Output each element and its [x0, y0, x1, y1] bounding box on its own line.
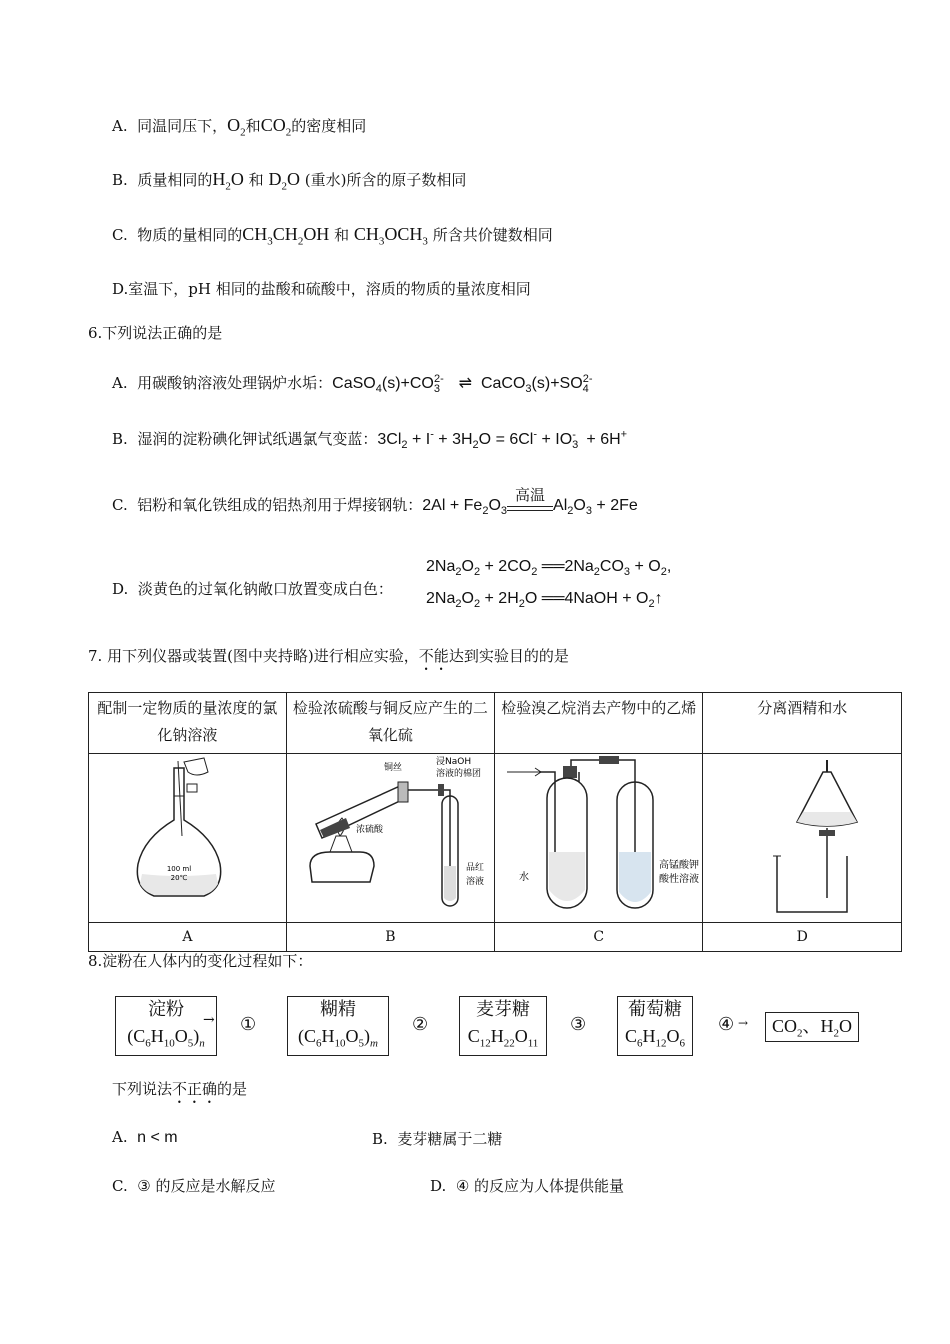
q8-question: 下列说法不正确的是 — [112, 1080, 248, 1098]
q7-stem: 7. 用下列仪器或装置(图中夹持略)进行相应实验，不能达到实验目的的是 — [88, 647, 569, 665]
box-glucose: 葡萄糖 $C_6H_{12}O_6$ — [617, 996, 693, 1056]
experiment-table — [88, 692, 902, 952]
ethylene-test-figure — [499, 756, 699, 916]
label-d: D — [703, 923, 902, 952]
arrow-tip-4: → — [738, 1016, 749, 1030]
emphasis-text: 不正确 — [172, 1080, 218, 1098]
formula-ethanol: $CH_3CH_2OH$ — [242, 224, 330, 248]
magenta-label-1: 品红 — [466, 863, 485, 873]
q8-option-d: D. ④ 的反应为人体提供能量 — [430, 1177, 625, 1195]
step-4: ④ — [718, 1014, 735, 1035]
step-1: ① — [240, 1014, 257, 1035]
header-c: 检验溴乙烷消去产物中的乙烯 — [494, 693, 703, 754]
box-products: $CO_2$、$H_2O$ — [765, 1012, 859, 1042]
emphasis-text: 不能 — [418, 647, 449, 665]
equation-b: $3Cl_2 + I^- + 3H_2O = 6Cl^- + IO_3^- + 6H^+$ — [377, 428, 628, 452]
box-dextrin: 糊精 $(C_6H_{10}O_5)_m$ — [287, 996, 389, 1056]
equation-d-2: $2Na_2O_2 + 2H_2O$ ══4NaOH + $O_2↑$ — [426, 590, 663, 611]
label-a: A — [89, 923, 287, 952]
header-a: 配制一定物质的量浓度的氯化钠溶液 — [89, 693, 287, 754]
arrow-tip: → — [203, 1012, 215, 1028]
sulfuric-acid-label: 浓硫酸 — [356, 825, 384, 835]
box-maltose: 麦芽糖 $C_{12}H_{22}O_{11}$ — [459, 996, 547, 1056]
figure-a-cell — [89, 754, 287, 923]
label-b: B — [286, 923, 494, 952]
q6-option-a: A. 用碳酸钠溶液处理锅炉水垢：$CaSO_4(s)+CO_3^{2-}$ ⇌ $CaCO_3(s)+SO_4^{2-}$ — [112, 372, 599, 395]
step-3: ③ — [570, 1014, 587, 1035]
q8-option-a: A. n < m — [112, 1128, 178, 1146]
figure-d-cell — [703, 754, 902, 923]
formula-co2: $CO_2$ — [260, 115, 292, 139]
volumetric-flask-figure — [92, 756, 282, 916]
option-label: A. — [112, 117, 128, 135]
q8-stem: 8.淀粉在人体内的变化过程如下： — [88, 952, 313, 970]
formula-dimethyl-ether: $CH_3OCH_3$ — [353, 224, 428, 248]
formula-d2o: $D_2O$ — [268, 169, 300, 193]
q6-option-c: C. 铝粉和氧化铁组成的铝热剂用于焊接钢轨：$2Al + Fe_2O_3$ 高温 $Al_2O_3 + 2Fe$ — [112, 486, 638, 518]
flask-temperature-label: 20℃ — [171, 874, 188, 882]
cotton-label-1: 浸NaOH — [436, 757, 472, 767]
q6-stem: 6.下列说法正确的是 — [88, 324, 223, 342]
q5-option-b: B. 质量相同的$H_2O$ 和 $D_2O$ (重水)所含的原子数相同 — [112, 169, 467, 193]
copper-wire-label: 铜丝 — [384, 763, 403, 773]
water-label: 水 — [518, 872, 529, 883]
formula-h2o: $H_2O$ — [212, 169, 244, 193]
reaction-condition: 高温 — [515, 486, 546, 505]
equation-c: $2Al + Fe_2O_3$ 高温 $Al_2O_3 + 2Fe$ — [422, 486, 638, 518]
q5-option-c: C. 物质的量相同的$CH_3CH_2OH$ 和 $CH_3OCH_3$ 所含共价键数相同 — [112, 224, 553, 248]
q6-option-d: D. 淡黄色的过氧化钠敞口放置变成白色： — [112, 580, 393, 598]
kmno4-label-1: 高锰酸钾 — [658, 860, 699, 871]
box-starch: 淀粉 $(C_6H_{10}O_5)_n$ — [115, 996, 217, 1056]
equation-a: $CaSO_4(s)+CO_3^{2-}$ ⇌ $CaCO_3(s)+SO_4^{2-}$ — [332, 372, 593, 396]
magenta-label-2: 溶液 — [466, 877, 485, 887]
q5-option-a: A. 同温同压下，$O_2$和$CO_2$的密度相同 — [112, 115, 367, 139]
step-2: ② — [412, 1014, 429, 1035]
flask-volume-label: 100 ml — [167, 865, 192, 873]
label-c: C — [494, 923, 703, 952]
formula-o2: $O_2$ — [227, 115, 246, 139]
q8-option-b: B. 麦芽糖属于二糖 — [372, 1130, 503, 1148]
cotton-label-2: 溶液的棉团 — [436, 769, 482, 779]
separatory-funnel-figure — [707, 756, 897, 916]
q5-option-d: D.室温下，pH 相同的盐酸和硫酸中，溶质的物质的量浓度相同 — [112, 280, 531, 298]
equation-d-1: $2Na_2O_2 + 2CO_2$ $══2Na_2CO_3 + O_2$, — [426, 558, 672, 579]
header-d: 分离酒精和水 — [703, 693, 902, 754]
q8-option-c: C. ③ 的反应是水解反应 — [112, 1177, 276, 1195]
kmno4-label-2: 酸性溶液 — [658, 874, 699, 885]
header-b: 检验浓硫酸与铜反应产生的二氧化硫 — [286, 693, 494, 754]
figure-c-cell — [494, 754, 703, 923]
figure-b-cell — [286, 754, 494, 923]
option-text: 同温同压下， — [137, 117, 228, 135]
q6-option-b: B. 湿润的淀粉碘化钾试纸遇氯气变蓝：$3Cl_2 + I^- + 3H_2O = 6Cl^- + IO_3^- + 6H^+$ — [112, 428, 628, 452]
copper-sulfuric-acid-figure — [290, 756, 490, 916]
